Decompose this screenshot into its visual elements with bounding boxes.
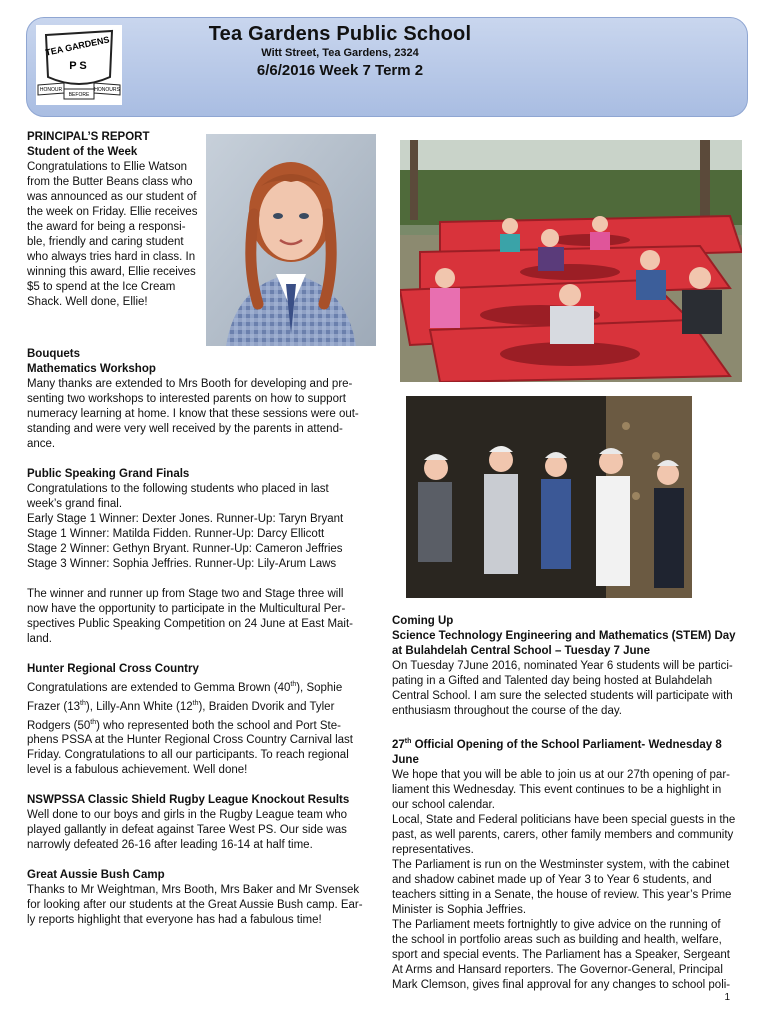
section-heading: NSWPSSA Classic Shield Rugby League Knockout Results	[27, 794, 350, 807]
subheading: Science Technology Engineering and Mathematics (STEM) Day	[392, 630, 736, 642]
text-line: Shack. Well done, Ellie!	[27, 296, 148, 308]
text-line: Stage 1 Winner: Matilda Fidden. Runner-Up: Darcy Ellicott	[27, 528, 325, 540]
text-line: Stage 2 Winner: Gethyn Bryant. Runner-Up: Cameron Jeffries	[27, 543, 343, 555]
text-line: The winner and runner up from Stage two and Stage three will	[27, 588, 344, 600]
text-line: and shadow cabinet made up of Year 3 to Year 6 students, and	[392, 873, 712, 886]
text-line: The Parliament is run on the Westminster system, with the cabinet	[392, 858, 730, 871]
text-line: ble, friendly and caring student	[27, 236, 184, 248]
subheading: June	[392, 753, 419, 766]
section-heading: Hunter Regional Cross Country	[27, 663, 199, 675]
text-line: narrowly defeated 26-16 after leading 16-14 at half time.	[27, 839, 313, 852]
text-line: past, as well parents, carers, other family members and community	[392, 828, 734, 841]
text-line: phens PSSA at the Hunter Regional Cross Country Carnival last	[27, 734, 353, 747]
text-line: senting two workshops to interested parents on how to support	[27, 393, 346, 405]
text-line: numeracy learning at home. I know that these sessions were out-	[27, 408, 359, 420]
school-address: Witt Street, Tea Gardens, 2324	[261, 47, 419, 59]
text-line: Friday. Congratulations to all our participants. To reach regional	[27, 749, 349, 762]
text-line: Local, State and Federal politicians have been special guests in the	[392, 813, 736, 826]
coming-up-section	[392, 614, 744, 993]
svg-text:BEFORE: BEFORE	[68, 92, 90, 98]
section-heading: Coming Up	[392, 615, 454, 627]
text-line: spectives Public Speaking Competition on 24 June at East Mait-	[27, 618, 354, 630]
text-line: level is a fabulous achievement. Well done!	[27, 764, 248, 777]
text-line: We hope that you will be able to join us at our 27th opening of par-	[392, 768, 730, 781]
text-line: Many thanks are extended to Mrs Booth for developing and pre-	[27, 378, 353, 390]
text-line: played gallantly in defeat against Taree West PS. Our side was	[27, 824, 347, 837]
text-line: Early Stage 1 Winner: Dexter Jones. Runner-Up: Taryn Bryant	[27, 513, 344, 525]
text-line: standing and were very well received by the parents in attend-	[27, 423, 343, 435]
text-line: Thanks to Mr Weightman, Mrs Booth, Mrs Baker and Mr Svensek	[27, 884, 360, 897]
camp-kayaks-photo	[400, 140, 742, 382]
subheading: 27th Official Opening of the School Parliament- Wednesday 8	[392, 738, 722, 751]
school-title: Tea Gardens Public School	[208, 23, 472, 45]
text-line: Central School. I am sure the selected students will participate with	[392, 690, 733, 702]
text-line: On Tuesday 7June 2016, nominated Year 6 students will be partici-	[392, 660, 733, 672]
text-line: the school in portfolio areas such as building and health, welfare,	[392, 933, 722, 946]
principal-report	[27, 130, 207, 310]
newsletter-date: 6/6/2016 Week 7 Term 2	[256, 62, 424, 79]
text-line: who always tries hard in class. In	[27, 251, 196, 263]
subheading: at Bulahdelah Central School – Tuesday 7 June	[392, 645, 650, 657]
svg-text:TEA GARDENS: TEA GARDENS	[44, 34, 111, 58]
text-line: $5 to spend at the Ice Cream	[27, 281, 176, 293]
text-line: Congratulations are extended to Gemma Brown (40th), Sophie	[27, 681, 343, 694]
subheading: Student of the Week	[27, 146, 138, 158]
text-line: enthusiasm throughout the course of the day.	[392, 705, 622, 717]
text-line: Congratulations to Ellie Watson	[27, 161, 188, 173]
text-line: Well done to our boys and girls in the Rugby League team who	[27, 809, 348, 822]
text-line: At Arms and Hansard reporters. The Governor-General, Principal	[392, 963, 723, 976]
svg-text:HONOUR: HONOUR	[39, 87, 63, 93]
text-line: was announced as our student of	[27, 191, 197, 203]
section-heading: Public Speaking Grand Finals	[27, 468, 190, 480]
camp-climbing-photo	[406, 396, 692, 598]
text-line: week’s grand final.	[27, 498, 123, 510]
text-line: Rodgers (50th) who represented both the school and Port Ste-	[27, 718, 341, 732]
text-line: sport and special events. The Parliament has a Speaker, Sergeant	[392, 948, 730, 961]
text-line: our school calendar.	[392, 798, 495, 811]
section-heading: PRINCIPAL’S REPORT	[27, 131, 150, 143]
bouquets-section	[27, 347, 372, 928]
text-line: The Parliament meets fortnightly to give advice on the running of	[392, 918, 721, 931]
text-line: representatives.	[392, 843, 474, 856]
section-heading: Great Aussie Bush Camp	[27, 869, 165, 882]
section-heading: Bouquets	[27, 348, 81, 360]
text-line: Mark Clemson, gives final approval for any changes to school poli-	[392, 978, 731, 991]
svg-text:P S: P S	[69, 60, 87, 72]
text-line: for looking after our students at the Great Aussie Bush camp. Ear-	[27, 899, 363, 912]
subheading: Mathematics Workshop	[27, 363, 156, 375]
text-line: Minister is Sophia Jeffries.	[392, 903, 527, 916]
text-line: ly reports highlight that everyone has had a fabulous time!	[27, 914, 322, 927]
text-line: now have the opportunity to participate in the Multicultural Per-	[27, 603, 346, 615]
text-line: Frazer (13th), Lilly-Ann White (12th), Braiden Dvorik and Tyler	[27, 699, 335, 713]
text-line: land.	[27, 633, 52, 645]
student-portrait-photo	[206, 134, 376, 346]
text-line: liament this Wednesday. This event continues to be a highlight in	[392, 783, 722, 796]
svg-text:HONOURS: HONOURS	[94, 87, 120, 93]
school-logo	[36, 25, 122, 105]
text-line: Stage 3 Winner: Sophia Jeffries. Runner-Up: Lily-Arum Laws	[27, 558, 337, 570]
text-line: ance.	[27, 438, 56, 450]
text-line: the week on Friday. Ellie receives	[27, 206, 198, 218]
text-line: the award for being a responsi-	[27, 221, 186, 233]
text-line: pating in a Gifted and Talented day being hosted at Bulahdelah	[392, 675, 713, 687]
text-line: Congratulations to the following students who placed in last	[27, 483, 329, 495]
text-line: winning this award, Ellie receives	[27, 266, 196, 278]
text-line: teachers sitting in a Senate, the house of review. This year’s Prime	[392, 888, 732, 901]
text-line: from the Butter Beans class who	[27, 176, 193, 188]
page-number: 1	[724, 992, 730, 1003]
